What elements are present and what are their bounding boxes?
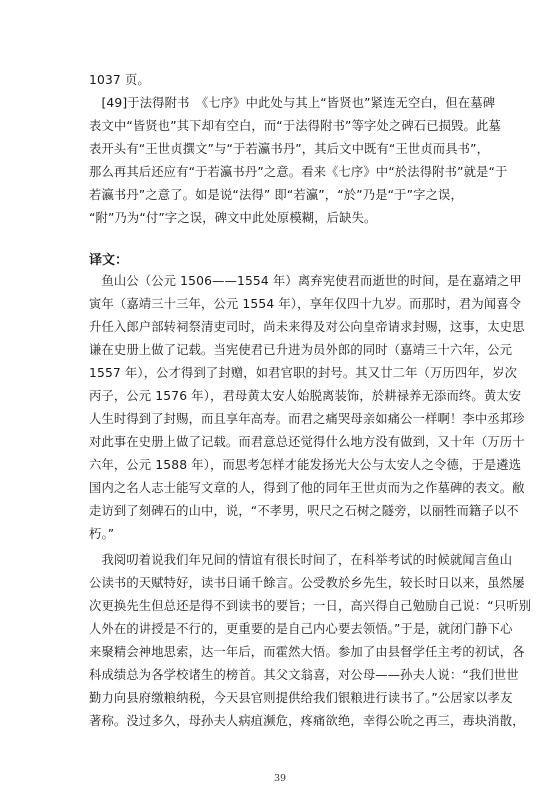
translation-line: 朽。”: [89, 527, 115, 541]
note-line: 表开头有“王世贞撰文”与“于若瀛书丹”，其后文中既有“王世贞而具书”，: [89, 142, 490, 156]
translation-line: 来聚精会神地思索，达一年后，而霍然大悟。参加了由县督学任主考的初试，各: [89, 645, 525, 659]
translation-line: 著称。没过多久，母孙夫人病疽濒危，疼痛欲绝，幸得公吮之再三，毒块消散，: [89, 714, 525, 728]
page-number: 39: [273, 773, 287, 784]
translation-line: 寅年（嘉靖三十三年，公元 1554 年），享年仅四十九岁。而那时，君为闻喜令: [89, 297, 522, 311]
note-line: [49]于法得附书 《七序》中此处与其上“皆贤也”紧连无空白，但在墓碑: [89, 96, 496, 110]
note-line: 那么再其后还应有“于若瀛书丹”之意。看来《七序》中“於法得附书”就是“于: [89, 165, 508, 179]
translation-line: 1557 年），公才得到了封赠，如君官职的封号。其又廿二年（万历四年，岁次: [89, 366, 518, 380]
translation-line: 人外在的讲授是不行的，更重要的是自己内心要去领悟。”于是，就闭门静下心: [89, 622, 513, 636]
translation-line: 对此事在史册上做了记载。而君意总还觉得什么地方没有做到，又十年（万历十: [89, 435, 525, 449]
note-line: 若瀛书丹”之意了。如是说“法得” 即“若瀛”，“於”乃是“于”字之误，: [89, 188, 463, 202]
translation-line: 我阅叨着说我们年兄间的情谊有很长时间了，在科举考试的时候就闻言鱼山: [89, 553, 513, 567]
translation-line: 升任入郎户部转祠祭清吏司时，尚未来得及对公向皇帝请求封赐，这事，太史思: [89, 320, 525, 334]
note-line: 表文中“皆贤也”其下却有空白，而“于法得附书”等字处之碑石已损毁。此墓: [89, 119, 501, 133]
translation-line: 次更换先生但总还是得不到读书的要旨；一日，高兴得自己勉励自己说：“只听别: [89, 599, 532, 613]
translation-line: 六年，公元 1588 年），而思考怎样才能发扬光大公与太安人之令德，于是遴选: [89, 458, 522, 472]
translation-line: 科成绩总为各学校诸生的榜首。其父文翁喜，对公母——孙夫人说：“我们世世: [89, 668, 519, 682]
translation-line: 勤力向县府缴粮纳税，今天县官则提供给我们银粮进行读书了。”公居家以孝友: [89, 691, 513, 705]
translation-line: 鱼山公（公元 1506——1554 年）离弃宪使君而逝世的时间，是在嘉靖之甲: [89, 274, 522, 288]
translation-line: 国内之名人志士能写文章的人，得到了他的同年王世贞而为之作墓碑的表文。敝: [89, 481, 525, 495]
translation-line: 谦在史册上做了记载。当宪使君已升进为员外郎的同时（嘉靖三十六年，公元: [89, 343, 513, 357]
note-line: 1037 页。: [89, 73, 150, 87]
section-heading: 译文：: [89, 253, 129, 268]
translation-line: 人生时得到了封赐，而且享年高寿。而君之痛哭母亲如痛公一样啊！李中丞邦珍: [89, 412, 525, 426]
translation-line: 丙子，公元 1576 年），君母黄太安人始脱离装饰，於耕禄养无添而终。黄太安: [89, 389, 522, 403]
note-line: “附”乃为“付”字之误，碑文中此处原模糊，后缺失。: [89, 211, 377, 225]
translation-line: 走访到了刻碑石的山中，说，“不孝男，呎尺之石树之隧旁，以丽牲而籍子以不: [89, 504, 519, 518]
translation-line: 公读书的天赋特好，读书日诵千餘言。公受教於乡先生，较长时日以来，虽然屡: [89, 576, 525, 590]
